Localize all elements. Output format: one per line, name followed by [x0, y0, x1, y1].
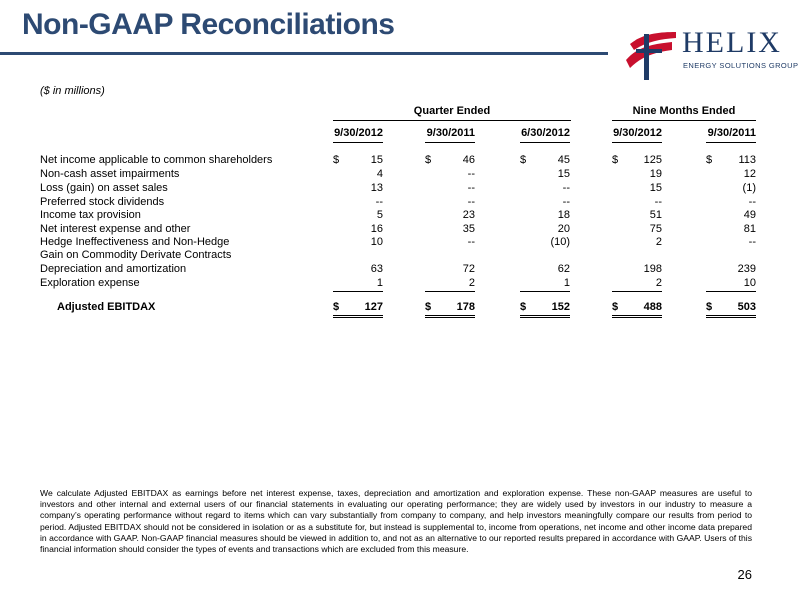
table-cell: [612, 168, 662, 182]
cell-value: 10: [743, 277, 756, 289]
table-cell: [706, 223, 756, 237]
logo-wordmark: HELIX: [682, 26, 782, 59]
cell-value: --: [467, 168, 475, 180]
table-cell: [612, 209, 662, 223]
footnote: We calculate Adjusted EBITDAX as earnings before net interest expense, taxes, depreciation and amortization and exploration expense. These non-GAAP measures are useful to investors and other internal and external users of our financial statements in evaluating our operating performance; they are widely used by investors in our industry to measure a company’s operating performance without regard to items which can vary substantially from company to company, and help investors meaningfully compare our results from period to period. Adjusted EBITDAX should not be considered in isolation or as a substitute for, but instead is supplemental to, income from operations, net income and other income data prepared in accordance with GAAP. Non-GAAP financial measures should be viewed in addition to, and not as an alternative to our reported results prepared in accordance with GAAP. Users of this financial information should consider the types of events and transactions which are excluded from this measure.: [40, 488, 752, 555]
dollar-sign: $: [612, 301, 619, 313]
table-cell: [706, 277, 756, 292]
column-group-header: Quarter Ended: [333, 105, 571, 121]
column-group-header: Nine Months Ended: [612, 105, 756, 121]
dollar-sign: $: [333, 154, 340, 166]
table-cell: [520, 182, 570, 196]
table-cell: [612, 196, 662, 210]
column-header: 9/30/2011: [425, 127, 475, 143]
table-cell: [425, 236, 475, 250]
table-cell: [612, 301, 662, 318]
cell-value: 127: [364, 301, 383, 313]
cell-value: 13: [370, 182, 383, 194]
cell-value: 16: [370, 223, 383, 235]
table-cell: [706, 301, 756, 318]
table-cell: [706, 209, 756, 223]
column-header: 9/30/2012: [612, 127, 662, 143]
cell-value: 1: [563, 277, 570, 289]
table-cell: [612, 154, 662, 168]
row-label: Income tax provision: [40, 209, 141, 221]
row-label: Depreciation and amortization: [40, 263, 187, 275]
cell-value: 198: [643, 263, 662, 275]
table-cell: [333, 301, 383, 318]
row-label: Net interest expense and other: [40, 223, 191, 235]
table-cell: [520, 301, 570, 318]
dollar-sign: $: [425, 154, 432, 166]
table-cell: [425, 154, 475, 168]
table-cell: [425, 263, 475, 277]
row-label: Exploration expense: [40, 277, 140, 289]
table-cell: [706, 182, 756, 196]
table-cell: [333, 168, 383, 182]
cell-value: 20: [557, 223, 570, 235]
cell-value: 1: [376, 277, 383, 289]
table-cell: [612, 236, 662, 250]
table-cell: [520, 236, 570, 250]
table-cell: [520, 209, 570, 223]
cell-value: 5: [376, 209, 383, 221]
cell-value: --: [654, 196, 662, 208]
title-divider: [0, 52, 608, 55]
cell-value: 46: [462, 154, 475, 166]
column-header: 9/30/2012: [333, 127, 383, 143]
dollar-sign: $: [333, 301, 340, 313]
column-header: 6/30/2012: [520, 127, 570, 143]
table-cell: [706, 196, 756, 210]
table-cell: [425, 209, 475, 223]
cell-value: 75: [649, 223, 662, 235]
table-cell: [706, 263, 756, 277]
page-title: Non-GAAP Reconciliations: [22, 8, 395, 41]
table-cell: [333, 154, 383, 168]
table-cell: [333, 182, 383, 196]
cell-value: 152: [551, 301, 570, 313]
table-cell: [612, 263, 662, 277]
dollar-sign: $: [706, 154, 713, 166]
table-cell: [333, 277, 383, 292]
cell-value: 113: [738, 154, 756, 166]
row-label: Loss (gain) on asset sales: [40, 182, 168, 194]
cell-value: 2: [655, 236, 662, 248]
row-label-continued: Gain on Commodity Derivate Contracts: [40, 249, 232, 261]
cell-value: 81: [743, 223, 756, 235]
table-cell: [612, 182, 662, 196]
table-cell: [333, 223, 383, 237]
dollar-sign: $: [425, 301, 432, 313]
table-cell: [520, 196, 570, 210]
dollar-sign: $: [706, 301, 713, 313]
table-cell: [333, 209, 383, 223]
table-cell: [520, 277, 570, 292]
cell-value: 15: [370, 154, 383, 166]
cell-value: (1): [742, 182, 756, 194]
row-label: Hedge Ineffectiveness and Non-Hedge: [40, 236, 230, 248]
table-cell: [706, 168, 756, 182]
cell-value: --: [562, 182, 570, 194]
table-cell: [706, 154, 756, 168]
cell-value: 488: [643, 301, 662, 313]
row-label: Non-cash asset impairments: [40, 168, 180, 180]
cell-value: --: [562, 196, 570, 208]
cell-value: --: [748, 196, 756, 208]
table-cell: [520, 223, 570, 237]
table-cell: [520, 168, 570, 182]
table-cell: [612, 277, 662, 292]
dollar-sign: $: [520, 301, 527, 313]
table-cell: [333, 196, 383, 210]
table-cell: [520, 263, 570, 277]
table-cell: [520, 154, 570, 168]
cell-value: 503: [737, 301, 756, 313]
table-cell: [425, 196, 475, 210]
cell-value: 49: [743, 209, 756, 221]
table-cell: [333, 236, 383, 250]
cell-value: --: [467, 196, 475, 208]
row-label: Preferred stock dividends: [40, 196, 165, 208]
cell-value: 239: [737, 263, 756, 275]
cell-value: 12: [743, 168, 756, 180]
units-note: ($ in millions): [40, 85, 105, 97]
cell-value: 15: [557, 168, 570, 180]
total-row-label: Adjusted EBITDAX: [57, 301, 156, 313]
cell-value: --: [748, 236, 756, 248]
column-header: 9/30/2011: [706, 127, 756, 143]
cell-value: 62: [557, 263, 570, 275]
cell-value: 45: [557, 154, 570, 166]
cell-value: 51: [649, 209, 662, 221]
cell-value: 178: [456, 301, 475, 313]
dollar-sign: $: [520, 154, 527, 166]
cell-value: 19: [649, 168, 662, 180]
cell-value: 23: [462, 209, 475, 221]
logo-subtitle: ENERGY SOLUTIONS GROUP: [683, 61, 799, 70]
cell-value: 4: [376, 168, 383, 180]
table-cell: [425, 301, 475, 318]
cell-value: --: [467, 182, 475, 194]
company-logo: [620, 22, 799, 84]
dollar-sign: $: [612, 154, 619, 166]
table-cell: [612, 223, 662, 237]
cell-value: 2: [655, 277, 662, 289]
cell-value: 10: [370, 236, 383, 248]
page-number: 26: [737, 567, 752, 582]
row-label: Net income applicable to common shareholders: [40, 154, 273, 166]
cell-value: 2: [468, 277, 475, 289]
cell-value: 35: [462, 223, 475, 235]
cell-value: --: [467, 236, 475, 248]
table-cell: [425, 223, 475, 237]
cell-value: 63: [370, 263, 383, 275]
table-cell: [425, 168, 475, 182]
helix-flag-logo-icon: [620, 22, 682, 84]
table-cell: [425, 277, 475, 292]
cell-value: (10): [550, 236, 570, 248]
cell-value: 18: [557, 209, 570, 221]
table-cell: [706, 236, 756, 250]
table-cell: [333, 263, 383, 277]
cell-value: 72: [462, 263, 475, 275]
cell-value: 15: [649, 182, 662, 194]
table-cell: [425, 182, 475, 196]
cell-value: 125: [643, 154, 662, 166]
cell-value: --: [375, 196, 383, 208]
